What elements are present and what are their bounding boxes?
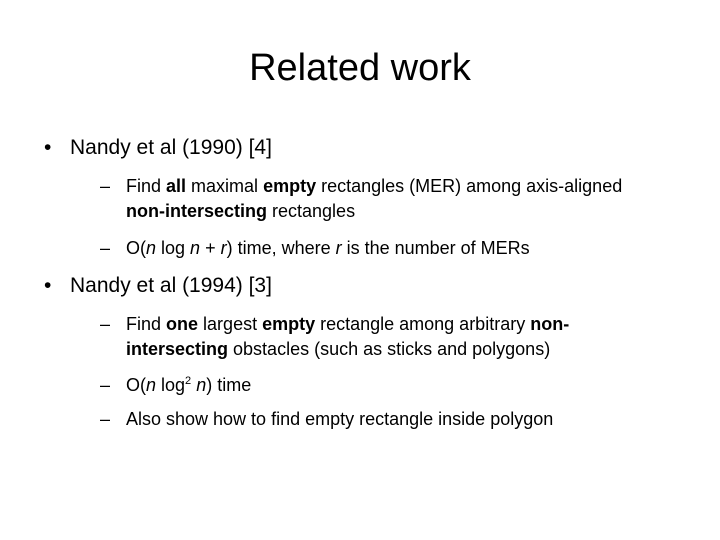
sub-bullet-empty-rect-in-polygon — [100, 407, 660, 432]
bullet-nandy-1990 — [44, 134, 684, 162]
dash-mark: – — [100, 375, 111, 395]
bullet-nandy-1994 — [44, 272, 684, 300]
sub-bullet-find-all-mer — [100, 174, 660, 224]
dash-mark: – — [100, 314, 111, 334]
bullet-text: Nandy et al (1990) [4] — [70, 136, 272, 159]
sub-bullet-text: O(n $\log^2 n$) time — [126, 375, 252, 395]
dash-mark: – — [100, 176, 111, 196]
bullet-text: Nandy et al (1994) [3] — [70, 274, 272, 297]
slide-title: Related work — [249, 47, 471, 89]
sub-bullet-text: Also show how to find empty rectangle inside polygon — [126, 409, 554, 429]
bullet-mark: • — [44, 274, 52, 297]
sub-bullet-time-complexity-2 — [100, 373, 660, 398]
sub-bullet-find-one-largest — [100, 312, 660, 362]
dash-mark: – — [100, 238, 111, 258]
sub-bullet-text: Find one largest empty rectangle among arbitrary non-intersecting obstacles (such as sticks and polygons) — [126, 314, 570, 359]
sub-bullet-text: O(n log n + r) time, where r is the number of MERs — [126, 238, 530, 258]
bullet-mark: • — [44, 136, 52, 159]
dash-mark: – — [100, 409, 111, 429]
sub-bullet-time-complexity-1 — [100, 236, 660, 261]
sub-bullet-text: Find all maximal empty rectangles (MER) among axis-aligned non-intersecting rectangles — [126, 176, 623, 221]
